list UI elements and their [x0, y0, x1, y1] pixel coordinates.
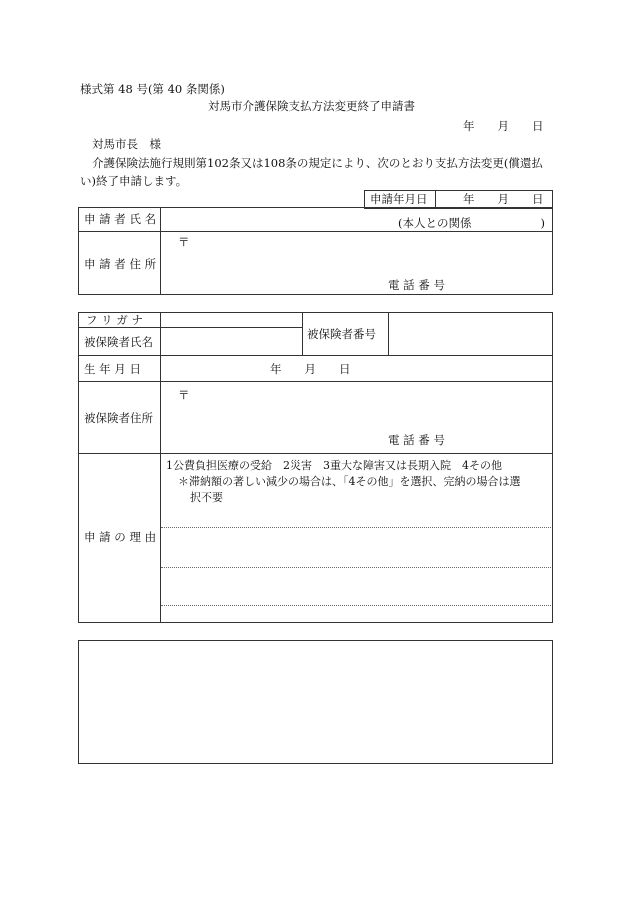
reason-line-3[interactable] [161, 605, 551, 606]
reason-note-line-2: 択不要 [190, 491, 223, 504]
reason-label: 申 請 の 理 由 [84, 530, 157, 544]
date-line: 年 月 日 [463, 119, 544, 133]
intro-line-1: 介護保険法施行規則第102条又は108条の規定により、次のとおり支払方法変更(償還払 [92, 156, 543, 170]
applicant-phone-label: 電 話 番 号 [388, 278, 445, 292]
applicant-address-label: 申 請 者 住 所 [84, 257, 157, 271]
birth-date-value[interactable]: 年 月 日 [270, 362, 351, 376]
insured-name-label: 被保険者氏名 [84, 335, 153, 349]
insured-number-label: 被保険者番号 [307, 327, 376, 341]
insured-postal-mark: 〒 [178, 388, 190, 402]
reason-line-1[interactable] [161, 527, 551, 528]
intro-line-2: い)終了申請します。 [80, 174, 188, 188]
form-number: 様式第 48 号(第 40 条関係) [80, 82, 225, 96]
relation-text[interactable]: (本人との関係 ) [398, 216, 545, 230]
applicant-name-label: 申 請 者 氏 名 [84, 212, 157, 226]
reason-options: 1公費負担医療の受給 2災害 3重大な障害又は長期入院 4その他 [166, 459, 502, 472]
reason-note-line-1: ＊滞納額の著しい減少の場合は、「4その他」を選択、完納の場合は選 [178, 475, 521, 488]
application-date-label: 申請年月日 [370, 192, 428, 206]
addressee: 対馬市長 様 [92, 137, 161, 151]
reason-line-2[interactable] [161, 567, 551, 568]
form-title: 対馬市介護保険支払方法変更終了申請書 [208, 99, 415, 113]
office-use-box [78, 640, 553, 764]
insured-phone-label: 電 話 番 号 [388, 433, 445, 447]
insured-address-label: 被保険者住所 [84, 411, 153, 425]
application-date-value: 年 月 日 [463, 192, 544, 206]
birth-date-label: 生 年 月 日 [84, 362, 141, 376]
applicant-postal-mark: 〒 [178, 235, 190, 249]
furigana-label: フ リ ガ ナ [86, 313, 143, 327]
